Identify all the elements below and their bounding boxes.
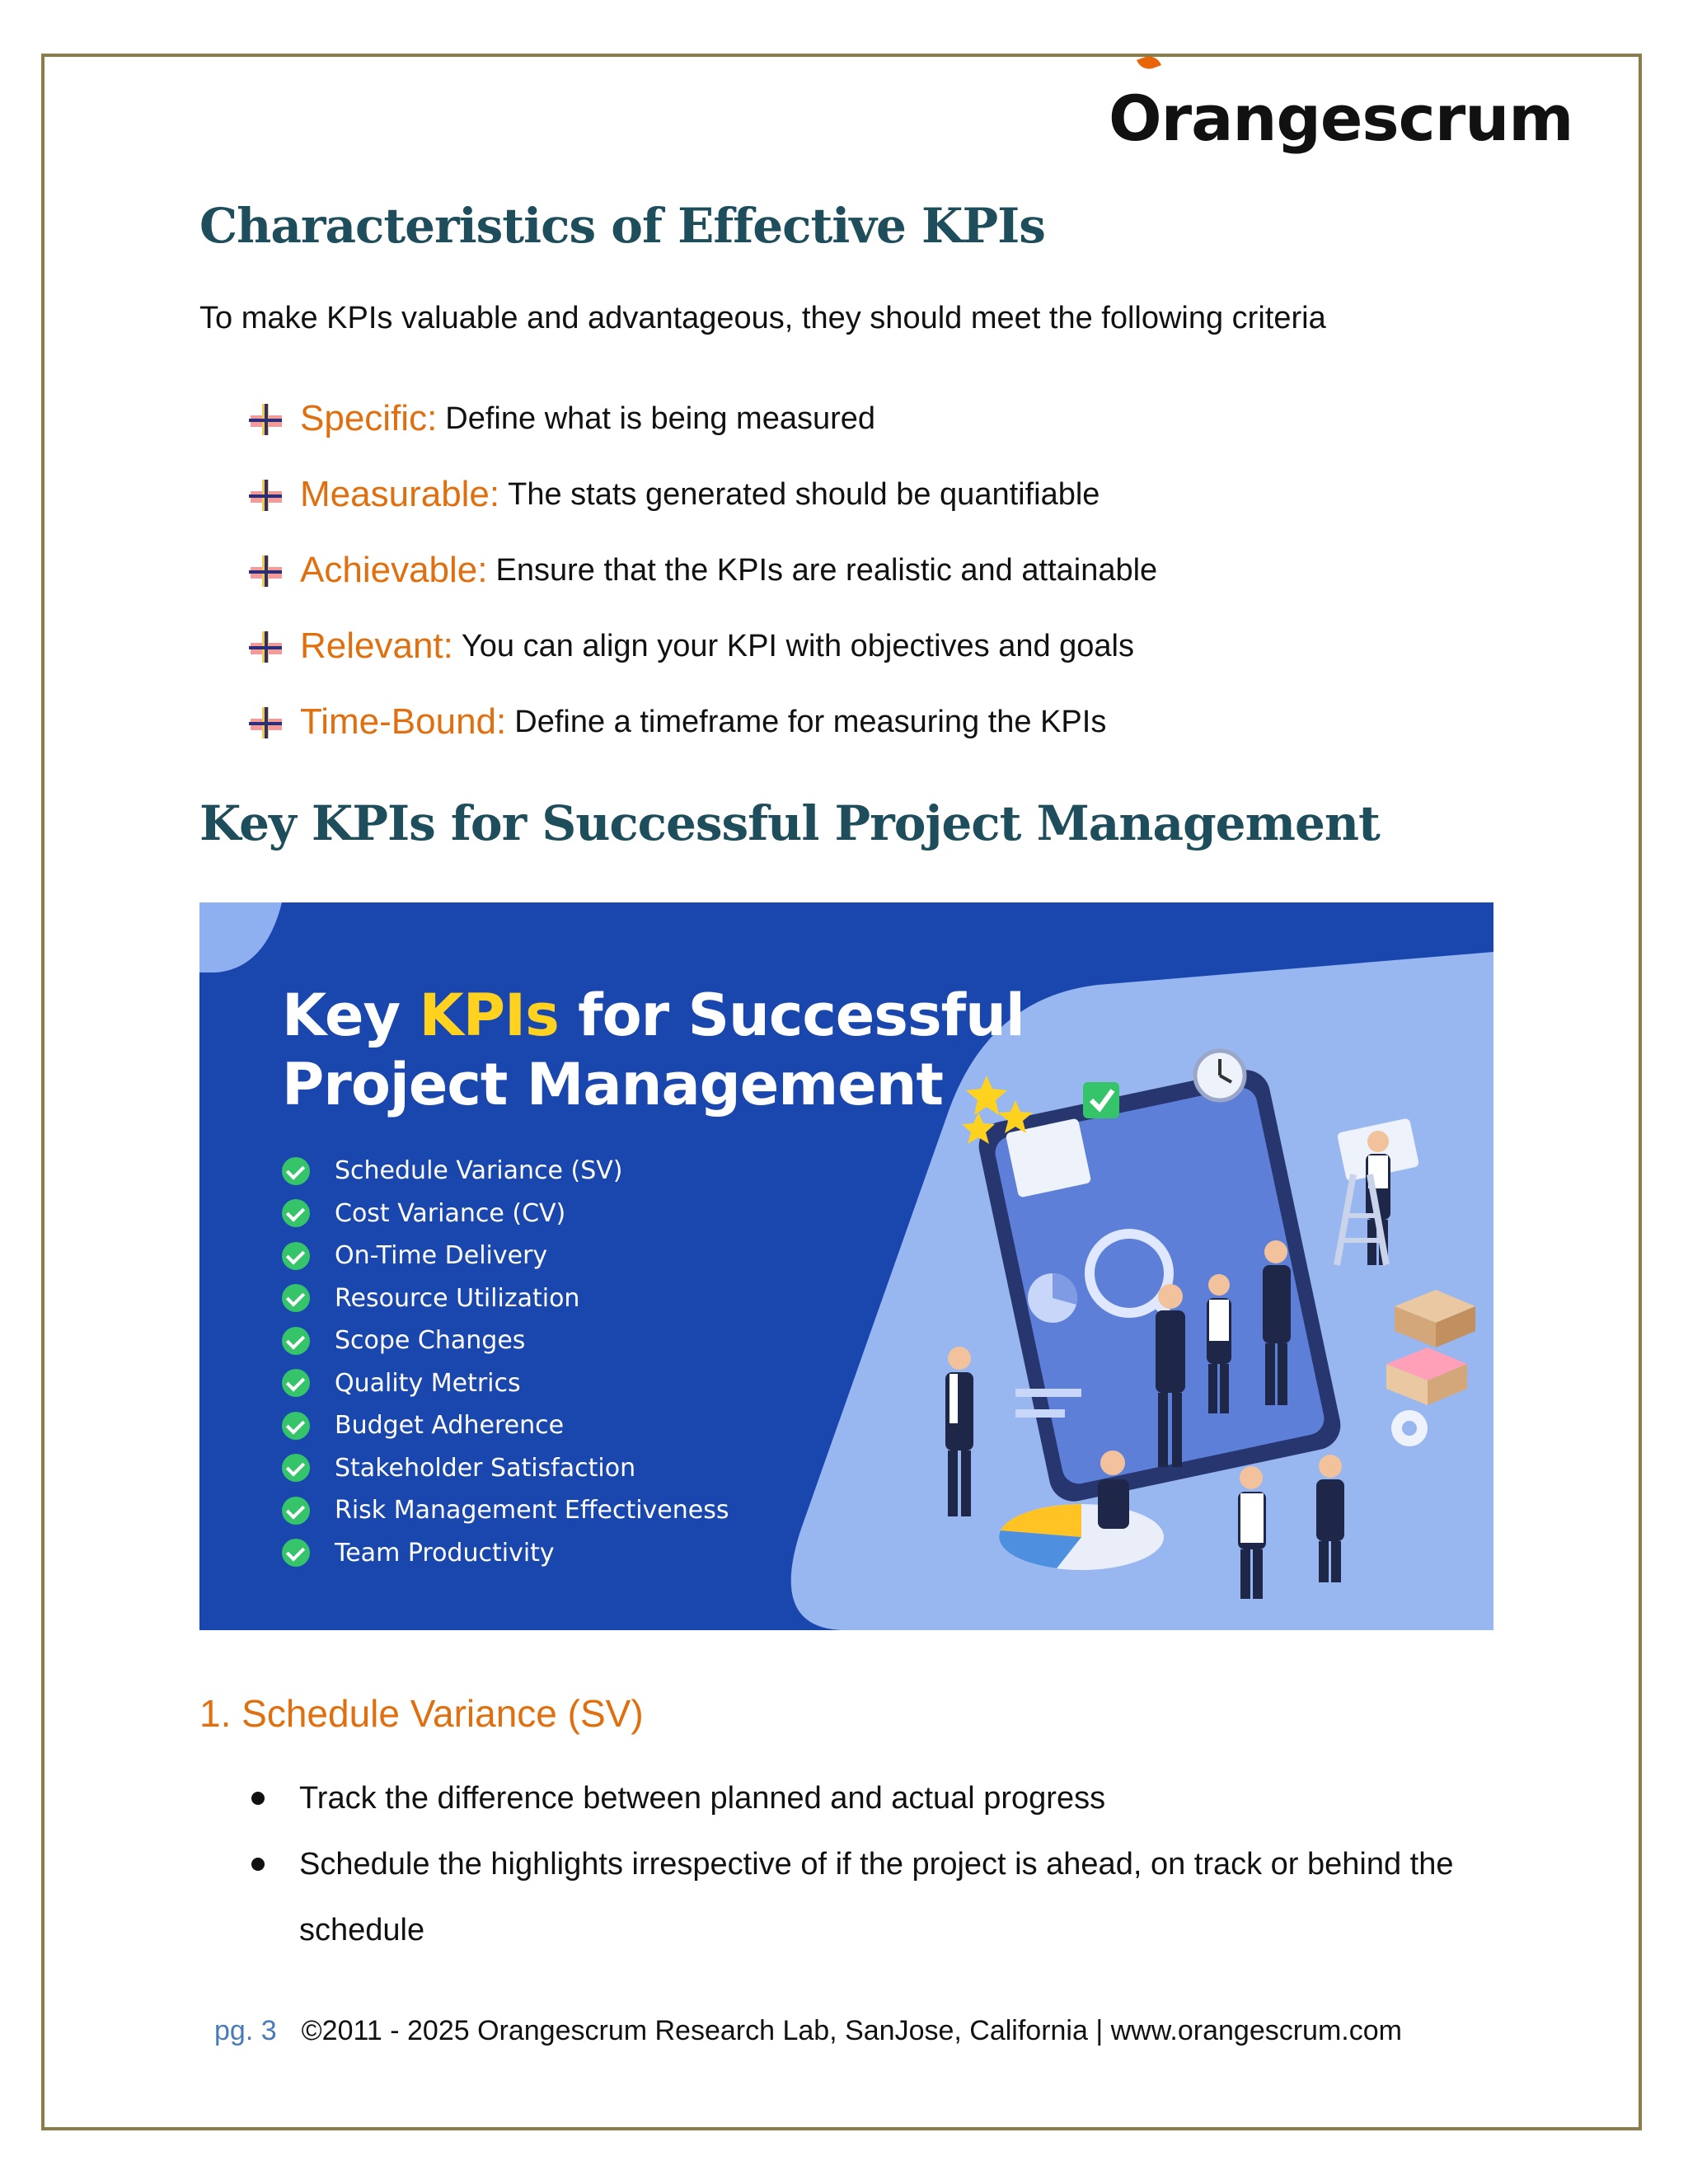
kpi-label: Risk Management Effectiveness <box>335 1496 729 1526</box>
kpi-label: Cost Variance (CV) <box>335 1198 566 1228</box>
banner-title-line2: Project Management <box>282 1051 943 1118</box>
list-item <box>247 608 1157 684</box>
kpi-label: Resource Utilization <box>335 1283 580 1313</box>
criteria-term: Achievable: <box>300 550 488 590</box>
list-item <box>247 381 1157 457</box>
page-footer <box>214 2015 1402 2047</box>
list-item <box>282 1319 729 1362</box>
banner-title-highlight: KPIs <box>419 982 559 1049</box>
section-title-characteristics: Characteristics of Effective KPIs <box>199 198 1045 254</box>
check-circle-icon <box>282 1199 310 1227</box>
banner-title <box>282 981 1025 1119</box>
cross-bullet-icon <box>247 628 284 664</box>
kpi-banner-image <box>199 902 1493 1630</box>
list-item <box>282 1150 729 1193</box>
criteria-desc: Define what is being measured <box>445 401 876 436</box>
check-circle-icon <box>282 1539 310 1567</box>
check-circle-icon <box>282 1284 310 1312</box>
list-item <box>282 1362 729 1405</box>
kpi-label: Team Productivity <box>335 1538 555 1568</box>
cross-bullet-icon <box>247 401 284 437</box>
list-item <box>282 1193 729 1235</box>
list-item <box>247 532 1157 608</box>
logo-text: Orangescrum <box>1109 81 1573 155</box>
subsection-title-schedule-variance: 1. Schedule Variance (SV) <box>199 1692 644 1735</box>
kpi-label: Quality Metrics <box>335 1368 521 1398</box>
banner-kpi-list <box>282 1150 729 1574</box>
cross-bullet-icon <box>247 476 284 513</box>
banner-title-post: for Successful <box>558 982 1025 1049</box>
criteria-term: Measurable: <box>300 474 500 514</box>
orangescrum-logo <box>1109 73 1573 163</box>
cross-bullet-icon <box>247 704 284 740</box>
list-item <box>282 1489 729 1532</box>
cross-bullet-icon <box>247 552 284 588</box>
check-circle-icon <box>282 1157 310 1185</box>
kpi-label: Scope Changes <box>335 1326 526 1356</box>
schedule-variance-list <box>251 1765 1488 1963</box>
criteria-desc: Define a timeframe for measuring the KPIs <box>514 704 1107 739</box>
criteria-term: Relevant: <box>300 626 453 666</box>
intro-text: To make KPIs valuable and advantageous, they should meet the following criteria <box>199 301 1326 335</box>
check-circle-icon <box>282 1242 310 1270</box>
list-item: Track the difference between planned and actual progress <box>251 1765 1488 1831</box>
criteria-term: Specific: <box>300 398 438 438</box>
list-item <box>247 457 1157 532</box>
list-item: Schedule the highlights irrespective of if the project is ahead, on track or behind the schedule <box>251 1831 1488 1963</box>
criteria-desc: Ensure that the KPIs are realistic and attainable <box>495 552 1158 588</box>
kpi-label: On-Time Delivery <box>335 1241 548 1271</box>
list-item <box>282 1447 729 1490</box>
section-title-key-kpis: Key KPIs for Successful Project Management <box>199 795 1380 851</box>
list-item <box>247 684 1157 760</box>
list-item <box>282 1235 729 1277</box>
kpi-label: Schedule Variance (SV) <box>335 1156 623 1186</box>
list-item <box>282 1277 729 1320</box>
criteria-term: Time-Bound: <box>300 701 507 742</box>
check-circle-icon <box>282 1369 310 1397</box>
criteria-desc: The stats generated should be quantifiable <box>508 476 1100 512</box>
criteria-list <box>247 381 1157 760</box>
list-item <box>282 1532 729 1575</box>
kpi-label: Stakeholder Satisfaction <box>335 1453 636 1483</box>
criteria-desc: You can align your KPI with objectives and goals <box>461 628 1134 663</box>
list-item <box>282 1404 729 1447</box>
footer-text: ©2011 - 2025 Orangescrum Research Lab, SanJose, California | www.orangescrum.com <box>301 2015 1402 2046</box>
kpi-label: Budget Adherence <box>335 1411 565 1441</box>
check-circle-icon <box>282 1454 310 1482</box>
banner-title-pre: Key <box>282 982 420 1049</box>
check-circle-icon <box>282 1497 310 1525</box>
check-circle-icon <box>282 1412 310 1440</box>
page-number: pg. 3 <box>214 2015 277 2046</box>
check-circle-icon <box>282 1327 310 1355</box>
